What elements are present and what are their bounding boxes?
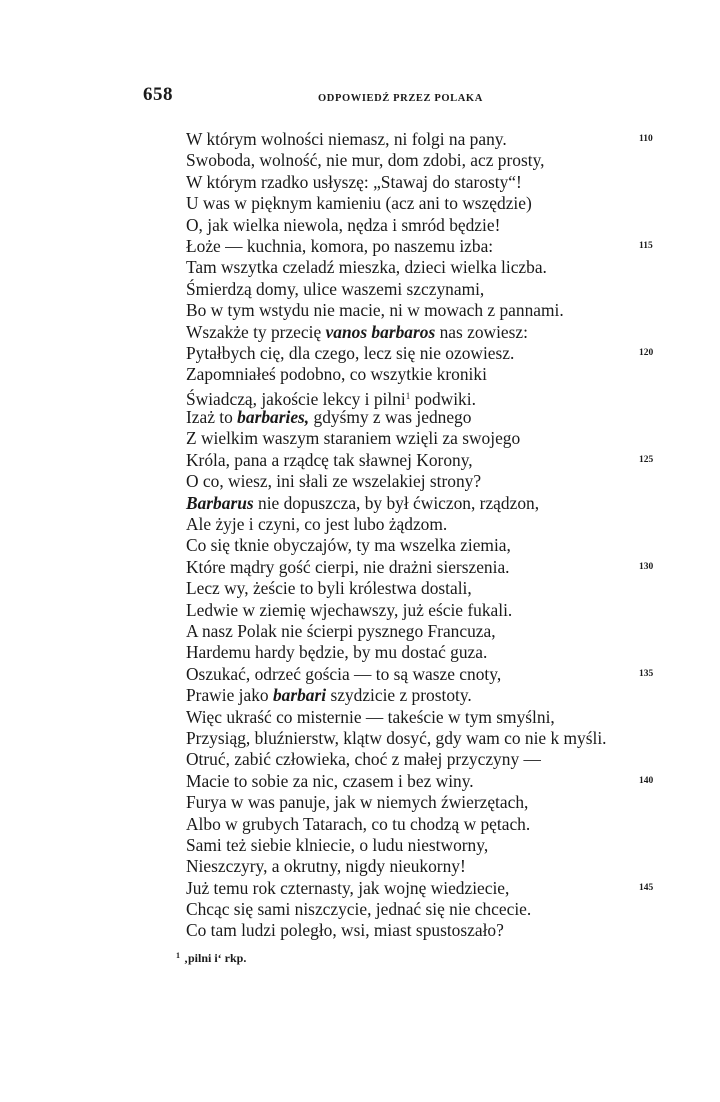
verse-text: [186, 236, 493, 256]
footnote: [176, 951, 246, 966]
latin-phrase: barbaries,: [237, 407, 310, 428]
verse-text: [186, 257, 547, 277]
line-number: 130: [639, 561, 654, 572]
footnote-mark: 1: [176, 951, 180, 960]
verse-segment: Które mądry gość cierpi, nie drażni sierszenia.: [186, 556, 510, 577]
verse-segment: Tam wszytka czeladź mieszka, dzieci wielka liczba.: [186, 257, 547, 278]
verse-segment: A nasz Polak nie ścierpi pysznego Francuza,: [186, 620, 496, 641]
verse-line: [186, 814, 676, 835]
verse-segment: O co, wiesz, ini słali ze wszelakiej strony?: [186, 471, 482, 492]
verse-segment: podwiki.: [410, 388, 476, 409]
verse-segment: nie dopuszcza, by był ćwiczon, rządzon,: [253, 492, 540, 513]
verse-line: [186, 685, 676, 706]
verse-text: [186, 150, 545, 170]
verse-text: [186, 856, 466, 876]
verse-line: [186, 557, 676, 578]
verse-segment: Śmierdzą domy, ulice waszemi szczynami,: [186, 278, 485, 299]
page-number: 658: [143, 84, 173, 105]
verse-text: [186, 814, 530, 834]
verse-segment: Oszukać, odrzeć gościa — to są wasze cnoty,: [186, 663, 502, 684]
verse-text: [186, 642, 487, 662]
verse-segment: Pytałbych cię, dla czego, lecz się nie ozowiesz.: [186, 342, 515, 363]
verse-text: [186, 600, 512, 620]
verse-text: [186, 535, 511, 555]
verse-line: [186, 792, 676, 813]
latin-phrase: Barbarus: [186, 492, 254, 513]
verse-text: [186, 749, 541, 769]
line-number: 120: [639, 347, 654, 358]
verse-segment: U was w pięknym kamieniu (acz ani to wszędzie): [186, 193, 532, 214]
verse-segment: Z wielkim waszym staraniem wzięli za swojego: [186, 428, 521, 449]
verse-segment: Hardemu hardy będzie, by mu dostać guza.: [186, 642, 488, 663]
verse-text: [186, 664, 501, 684]
verse-line: [186, 343, 676, 364]
latin-phrase: vanos barbaros: [325, 321, 436, 342]
verse-line: [186, 920, 676, 941]
verse-line: [186, 621, 676, 642]
verse-text: [186, 792, 528, 812]
verse-segment: Wszakże ty przecię: [186, 321, 326, 342]
verse-line: [186, 878, 676, 899]
verse-text: [186, 129, 507, 149]
verse-segment: Łoże — kuchnia, komora, po naszemu izba:: [186, 235, 494, 256]
verse-line: [186, 364, 676, 385]
verse-text: [186, 471, 481, 491]
verse-text: [186, 172, 522, 192]
verse-line: [186, 514, 676, 535]
verse-line: [186, 535, 676, 556]
verse-segment: Furya w was panuje, jak w niemych źwierzętach,: [186, 792, 529, 813]
verse-segment: Otruć, zabić człowieka, choć z małej przyczyny —: [186, 749, 541, 770]
verse-line: [186, 578, 676, 599]
verse-text: [186, 493, 539, 513]
verse-line: [186, 664, 676, 685]
verse-line: [186, 386, 676, 407]
verse-line: [186, 749, 676, 770]
verse-line: [186, 728, 676, 749]
verse-segment: Co się tknie obyczajów, ty ma wszelka ziemia,: [186, 535, 511, 556]
verse-text: [186, 621, 496, 641]
verse-text: [186, 300, 564, 320]
verse-line: [186, 279, 676, 300]
verse-segment: Albo w grubych Tatarach, co tu chodzą w pętach.: [186, 813, 531, 834]
verse-line: [186, 407, 676, 428]
verse-text: [186, 193, 532, 213]
line-number: 125: [639, 454, 654, 465]
line-number: 115: [639, 240, 653, 251]
verse-line: [186, 428, 676, 449]
verse-text: [186, 322, 528, 342]
verse-segment: Przysiąg, bluźnierstw, klątw dosyć, gdy wam co nie k myśli.: [186, 727, 607, 748]
verse-segment: Ledwie w ziemię wjechawszy, już eście fukali.: [186, 599, 513, 620]
verse-segment: Swoboda, wolność, nie mur, dom zdobi, acz prosty,: [186, 150, 545, 171]
verse-text: [186, 920, 504, 940]
verse-text: [186, 343, 514, 363]
verse-line: [186, 236, 676, 257]
verse-segment: Izaż to: [186, 407, 238, 428]
verse-line: [186, 193, 676, 214]
verse-segment: gdyśmy z was jednego: [309, 407, 472, 428]
verse-line: [186, 899, 676, 920]
verse-text: [186, 364, 487, 384]
verse-segment: Chcąc się sami niszczycie, jednać się nie chcecie.: [186, 899, 532, 920]
verse-text: [186, 407, 471, 427]
line-number: 140: [639, 775, 654, 786]
verse-segment: nas zowiesz:: [435, 321, 528, 342]
line-number: 135: [639, 668, 654, 679]
verse-segment: Ale żyje i czyni, co jest lubo żądzom.: [186, 514, 448, 535]
verse-line: [186, 450, 676, 471]
verse-segment: Króla, pana a rządcę tak sławnej Korony,: [186, 449, 473, 470]
verse-line: [186, 322, 676, 343]
verse-text: [186, 428, 520, 448]
verse-line: [186, 642, 676, 663]
verse-segment: Lecz wy, żeście to byli królestwa dostali,: [186, 578, 472, 599]
verse-text: [186, 514, 447, 534]
verse-segment: O, jak wielka niewola, nędza i smród będzie!: [186, 214, 501, 235]
verse-segment: Macie to sobie za nic, czasem i bez winy.: [186, 770, 474, 791]
verse-text: [186, 835, 488, 855]
verse-text: [186, 707, 555, 727]
verse-text: [186, 279, 484, 299]
verse-segment: Bo w tym wstydu nie macie, ni w mowach z pannami.: [186, 300, 564, 321]
verse-text: [186, 557, 510, 577]
line-number: 145: [639, 882, 654, 893]
verse-line: [186, 215, 676, 236]
verse-segment: W którym rzadko usłyszę: „Stawaj do starosty“!: [186, 171, 522, 192]
poem-text: [186, 129, 676, 942]
running-head: ODPOWIEDŹ PRZEZ POLAKA: [318, 93, 483, 104]
verse-segment: szydzicie z prostoty.: [326, 685, 472, 706]
verse-text: [186, 389, 476, 409]
verse-line: [186, 856, 676, 877]
verse-segment: Nieszczyry, a okrutny, nigdy nieukorny!: [186, 856, 466, 877]
verse-line: [186, 707, 676, 728]
verse-line: [186, 257, 676, 278]
verse-line: [186, 150, 676, 171]
verse-segment: Prawie jako: [186, 685, 273, 706]
footnote-text: ‚pilni i‘ rkp.: [184, 951, 247, 965]
verse-segment: Zapomniałeś podobno, co wszytkie kroniki: [186, 364, 487, 385]
verse-text: [186, 685, 472, 705]
verse-line: [186, 493, 676, 514]
verse-text: [186, 771, 474, 791]
verse-text: [186, 578, 472, 598]
verse-text: [186, 728, 607, 748]
line-number: 110: [639, 134, 653, 144]
verse-text: [186, 450, 473, 470]
verse-segment: Więc ukraść co misternie — takeście w tym smyślni,: [186, 706, 555, 727]
verse-text: [186, 899, 531, 919]
verse-line: [186, 129, 676, 150]
verse-line: [186, 172, 676, 193]
verse-text: [186, 215, 500, 235]
verse-line: [186, 600, 676, 621]
verse-line: [186, 835, 676, 856]
latin-phrase: barbari: [272, 685, 327, 706]
verse-segment: Już temu rok czternasty, jak wojnę wiedziecie,: [186, 877, 510, 898]
verse-line: [186, 771, 676, 792]
verse-line: [186, 471, 676, 492]
footnote-ref: 1: [405, 390, 411, 401]
verse-segment: W którym wolności niemasz, ni folgi na pany.: [186, 129, 507, 149]
verse-segment: Świadczą, jakoście lekcy i pilni: [186, 388, 406, 409]
verse-segment: Co tam ludzi poległo, wsi, miast spustoszało?: [186, 920, 504, 941]
verse-text: [186, 878, 509, 898]
verse-segment: Sami też siebie klniecie, o ludu niestworny,: [186, 834, 489, 855]
verse-line: [186, 300, 676, 321]
